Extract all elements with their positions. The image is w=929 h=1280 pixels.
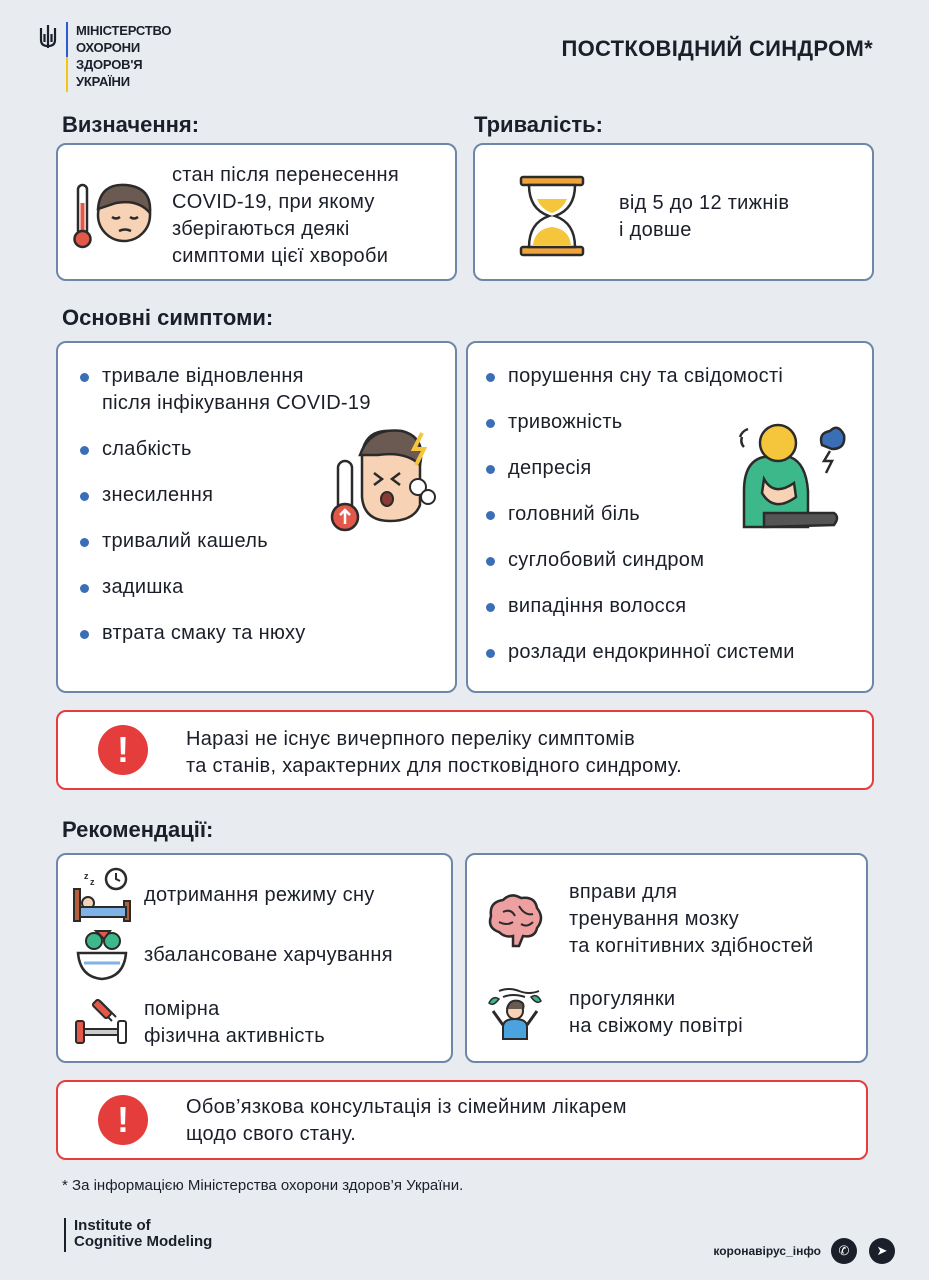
alert-text: Наразі не існує вичерпного переліку симптомів та станів, характерних для постковідного синдрому.	[186, 728, 683, 777]
definition-title: Визначення:	[62, 112, 200, 137]
ministry-divider	[66, 22, 68, 92]
recommendation-text: дотримання режиму сну	[144, 883, 375, 906]
list-item: розлади ендокринної системи	[484, 639, 795, 666]
alert-consult-doctor	[56, 1080, 868, 1160]
list-item: слабкість	[78, 436, 371, 463]
list-item	[72, 867, 375, 923]
exclamation-icon: !	[98, 725, 148, 775]
duration-title: Тривалість:	[474, 112, 603, 137]
alert-text: Обов’язкова консультація із сімейним лікарем щодо свого стану.	[186, 1096, 627, 1145]
site-handle[interactable]: коронавірус_інфо	[713, 1244, 821, 1258]
list-item: випадіння волосся	[484, 593, 795, 620]
ministry-name: МІНІСТЕРСТВО ОХОРОНИ ЗДОРОВ'Я УКРАЇНИ	[76, 23, 172, 89]
list-item: втрата смаку та нюху	[78, 620, 371, 647]
brain-icon	[485, 892, 545, 948]
sick-face-thermometer-icon	[72, 173, 158, 259]
list-item: порушення сну та свідомості	[484, 363, 795, 390]
institute-name: Institute of Cognitive Modeling	[74, 1217, 213, 1250]
list-item: тривожність	[484, 409, 795, 436]
svg-text:z: z	[90, 877, 95, 887]
list-item: суглобовий синдром	[484, 547, 795, 574]
salad-bowl-icon	[72, 927, 132, 983]
symptoms-card-left	[56, 341, 457, 693]
exclamation-icon: !	[98, 1095, 148, 1145]
hourglass-icon	[519, 175, 585, 257]
telegram-icon[interactable]: ➤	[869, 1238, 895, 1264]
recommendations-title: Рекомендації:	[62, 817, 214, 842]
dumbbell-icon	[72, 995, 132, 1051]
page-title: ПОСТКОВІДНИЙ СИНДРОМ*	[561, 36, 873, 61]
institute-logo	[64, 1218, 212, 1252]
list-item	[485, 985, 743, 1041]
symptoms-list-left	[78, 363, 371, 666]
list-item: задишка	[78, 574, 371, 601]
list-item: головний біль	[484, 501, 795, 528]
duration-text: від 5 до 12 тижнів і довше	[619, 192, 790, 241]
recommendations-card-right	[465, 853, 868, 1063]
list-item	[485, 879, 813, 960]
coughing-person-icon	[330, 425, 440, 535]
depressed-person-icon	[734, 417, 846, 533]
symptoms-card-right	[466, 341, 874, 693]
definition-text: стан після перенесення COVID-19, при якому зберігаються деякі симптоми цієї хвороби	[172, 164, 400, 267]
fresh-air-person-icon	[485, 985, 545, 1041]
svg-text:z: z	[84, 871, 89, 881]
alert-no-full-list	[56, 710, 874, 790]
recommendations-card-left	[56, 853, 453, 1063]
list-item: тривалий кашель	[78, 528, 371, 555]
recommendation-text: помірна фізична активність	[144, 998, 325, 1047]
list-item	[72, 995, 325, 1051]
list-item: тривале відновлення після інфікування COVID-19	[78, 363, 371, 417]
trident-icon	[38, 24, 58, 50]
list-item	[72, 927, 393, 983]
duration-card	[473, 143, 874, 281]
recommendation-text: прогулянки на свіжому повітрі	[569, 988, 743, 1037]
list-item: знесилення	[78, 482, 371, 509]
symptoms-title: Основні симптоми:	[62, 305, 274, 330]
ministry-logo	[38, 22, 171, 92]
institute-divider	[64, 1218, 66, 1252]
sleep-bed-clock-icon	[72, 867, 132, 923]
recommendation-text: збалансоване харчування	[144, 943, 393, 966]
recommendation-text: вправи для тренування мозку та когнітивних здібностей	[569, 881, 814, 957]
viber-icon[interactable]: ✆	[831, 1238, 857, 1264]
definition-card	[56, 143, 457, 281]
footnote: * За інформацією Міністерства охорони здоров’я України.	[62, 1177, 464, 1194]
list-item: депресія	[484, 455, 795, 482]
